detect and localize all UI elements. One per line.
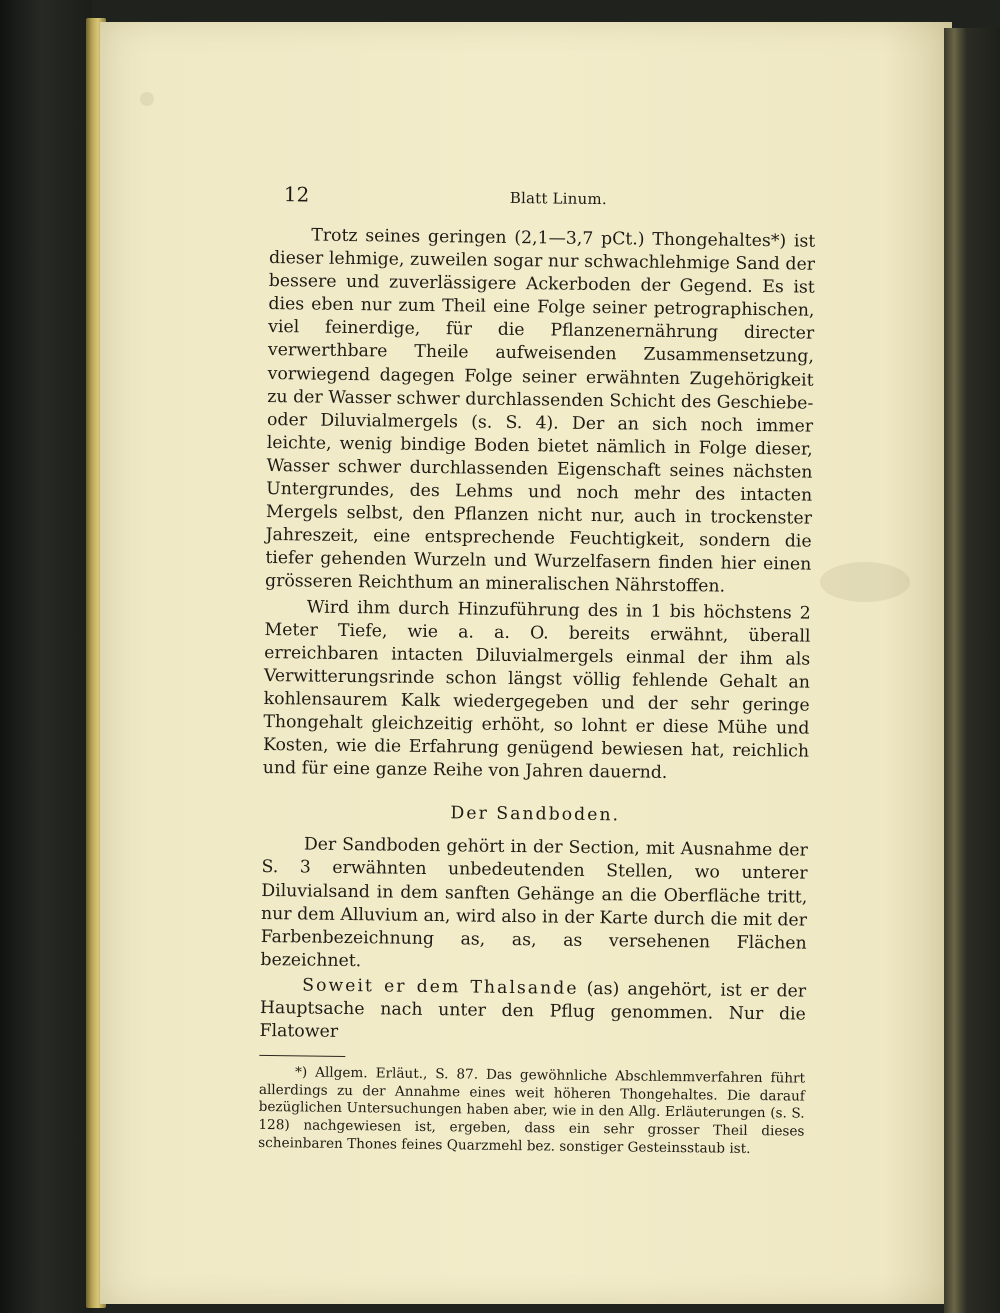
footnote-rule: [259, 1055, 345, 1057]
footnote: *) Allgem. Erläut., S. 87. Das gewöhnliche Abschlemmverfahren führt allerdings zu der Annahme eines weit höheren Thongehaltes. Die darauf bezüglichen Untersuchungen haben aber, wie in den Allg. Erläuterungen (s. S. 128) nachgewiesen ist, ergeben, dass ein sehr grosser Theil dieses scheinbaren Thones feines Quarzmehl bez. sonstiger Gesteinsstaub ist.: [258, 1064, 806, 1157]
next-page-edge: [944, 28, 1000, 1313]
paragraph: Der Sandboden gehört in der Section, mit Ausnahme der S. 3 erwähnten unbedeutenden Stellen, wo unterer Diluvialsand in dem sanften Gehänge an die Oberfläche tritt, nur dem Alluvium an, wird also in der Karte durch die mit der Farbenbezeichnung as, as, as versehenen Flächen bezeichnet.: [260, 834, 808, 971]
running-title: Blatt Linum.: [509, 188, 607, 209]
paragraph: [259, 974, 806, 1050]
paper-spot: [140, 92, 154, 106]
section-heading: Der Sandboden.: [450, 803, 621, 826]
page-header: [270, 180, 816, 217]
paragraph: Trotz seines geringen (2,1—3,7 pCt.) Thongehaltes*) ist dieser lehmige, zuweilen sogar nur schwachlehmige Sand der bessere und zuverlässigere Ackerboden der Gegend. Es ist dies eben nur zum Theil eine Folge seiner petrographischen, viel feinerdige, für die Pflanzenernährung directer verwerthbare Theile aufweisenden Zusammensetzung, vorwiegend dagegen Folge seiner erwähnten Zugehörigkeit zu der Wasser schwer durchlassenden Schicht des Geschiebe- oder Diluvialmergels (s. S. 4). Der an sich noch immer leichte, wenig bindige Boden bietet nämlich in Folge dieser, Wasser schwer durchlassenden Eigenschaft seines nächsten Untergrundes, des Lehms und noch mehr des intacten Mergels selbst, den Pflanzen nicht nur, auch in trockenster Jahreszeit, eine entsprechende Feuchtigkeit, sondern die tiefer gehenden Wurzeln und Wurzelfasern finden hier einen grösseren Reichthum an mineralischen Nährstoffen.: [264, 225, 816, 597]
book-cover-left: [0, 0, 92, 1313]
paragraph-continuation: (as) angehört, ist er der Hauptsache nach unter den Pflug genommen. Nur die Flatower: [259, 978, 807, 1042]
page-content: [258, 180, 816, 1159]
page-number: 12: [283, 182, 310, 207]
body-text: [259, 224, 815, 1050]
spaced-text: Soweit er dem Thalsande: [302, 975, 579, 999]
paper-smudge: [820, 562, 910, 602]
paragraph: Wird ihm durch Hinzuführung des in 1 bis höchstens 2 Meter Tiefe, wie a. a. O. bereits erwähnt, überall erreichbaren intacten Diluvialmergels einmal der ihm als Verwitterungsrinde schon längst völlig fehlende Gehalt an kohlensaurem Kalk wiedergegeben und der sehr geringe Thongehalt gleichzeitig erhöht, so lohnt er diese Mühe und Kosten, wie die Erfahrung genügend bewiesen hat, reichlich und für eine ganze Reihe von Jahren dauernd.: [262, 596, 811, 784]
